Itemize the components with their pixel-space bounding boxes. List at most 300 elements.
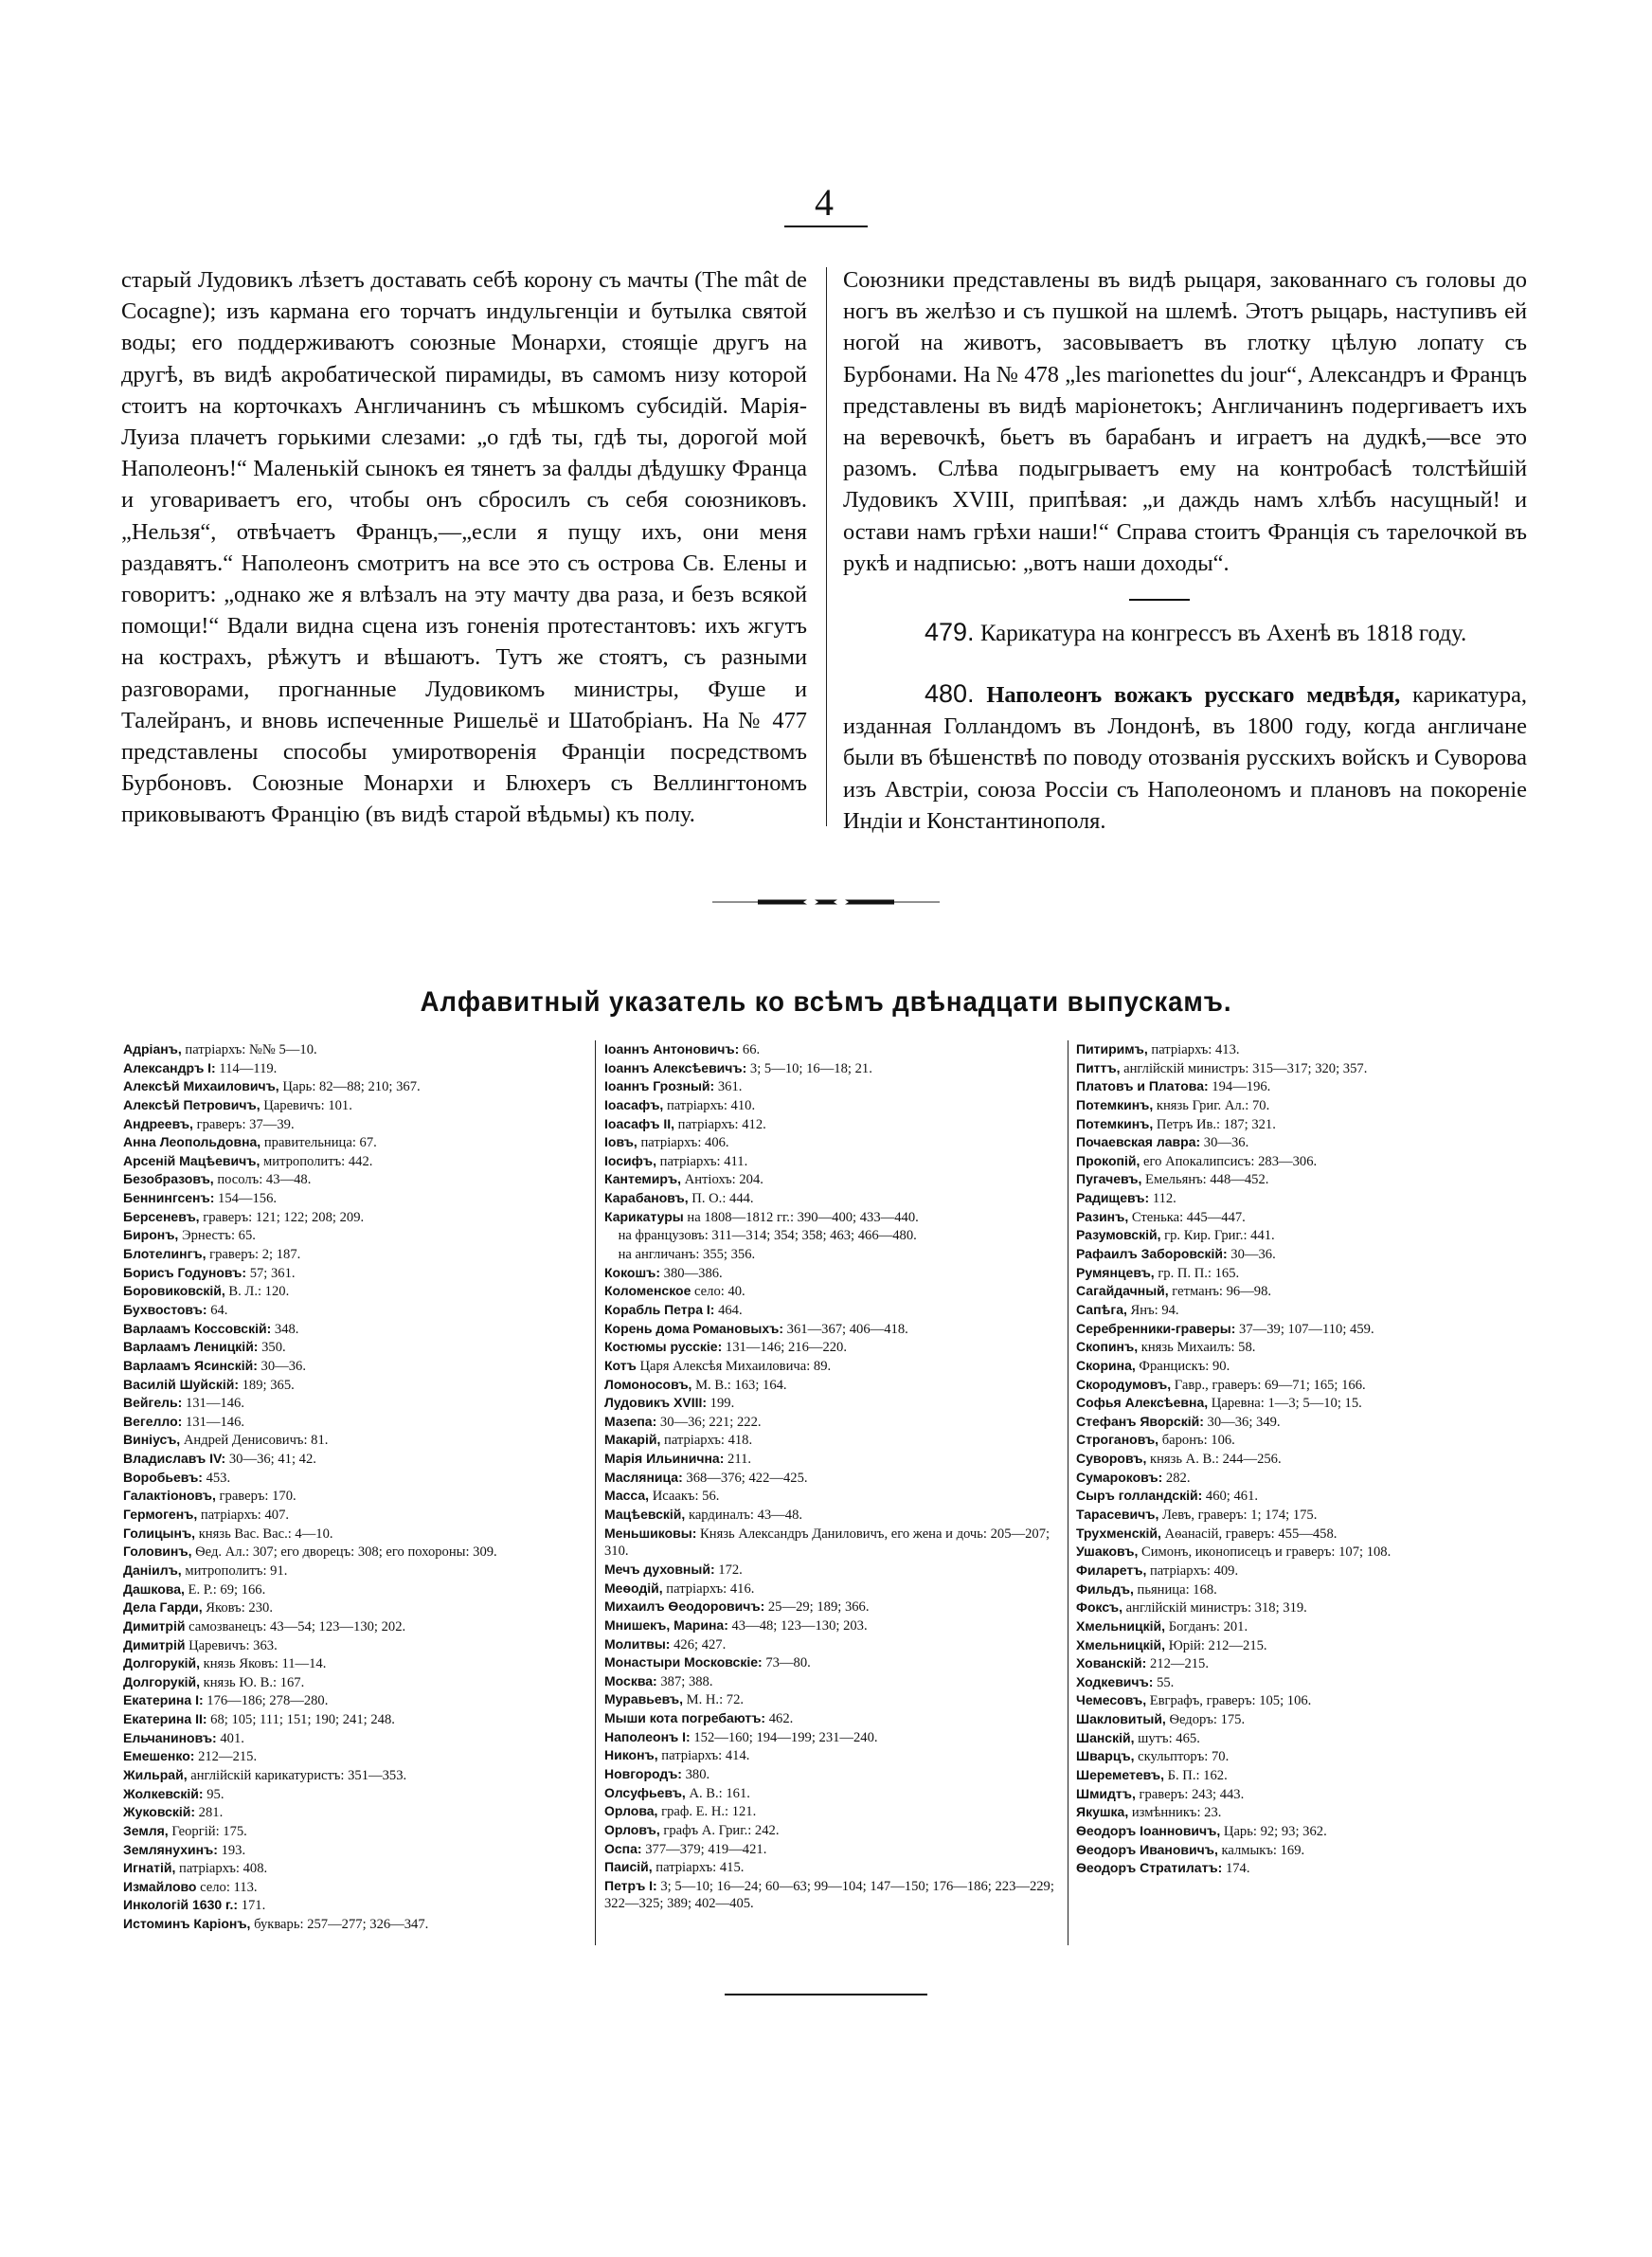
index-entry-headword: Суворовъ, xyxy=(1076,1451,1147,1467)
index-entry-refs: Царевичъ: 363. xyxy=(185,1637,278,1653)
index-entry xyxy=(604,1506,1057,1525)
index-entry xyxy=(123,1040,578,1059)
index-entry-refs: патріархъ: 412. xyxy=(674,1116,766,1132)
index-entry-headword: Ломоносовъ, xyxy=(604,1376,692,1392)
index-entry-refs: Ѳед. Ал.: 307; его дворецъ: 308; его похороны: 309. xyxy=(191,1544,497,1561)
index-entry-refs: Царя Алексѣя Михаиловича: 89. xyxy=(636,1358,832,1374)
index-entry xyxy=(123,1059,578,1078)
index-entry-headword: Галактіоновъ, xyxy=(123,1488,216,1504)
index-entry-refs: 95. xyxy=(203,1786,224,1802)
index-entry xyxy=(123,1562,578,1580)
index-entry-refs: князь Григ. Ал.: 70. xyxy=(1153,1097,1270,1113)
index-entry-headword: Сыръ голландскій: xyxy=(1076,1488,1203,1504)
index-entry xyxy=(1076,1766,1531,1785)
index-entry-headword: Корень дома Романовыхъ: xyxy=(604,1320,784,1336)
index-entry-headword: Пугачевъ, xyxy=(1076,1171,1142,1187)
index-entry xyxy=(1076,1525,1531,1544)
index-entry-headword: Молитвы: xyxy=(604,1635,671,1652)
index-entry-headword: Боровиковскій, xyxy=(123,1283,225,1299)
index-entry-refs: букварь: 257—277; 326—347. xyxy=(250,1917,429,1933)
index-entry xyxy=(123,1654,578,1673)
index-entry-headword: Инкологій 1630 г.: xyxy=(123,1897,239,1913)
index-entry xyxy=(123,1282,578,1301)
index-entry xyxy=(123,1859,578,1878)
index-entry xyxy=(1076,1729,1531,1748)
index-entry xyxy=(604,1469,1057,1488)
index-entry-refs: Стенька: 445—447. xyxy=(1128,1209,1246,1225)
index-entry-refs: 154—156. xyxy=(214,1191,278,1207)
index-entry xyxy=(1076,1841,1531,1860)
index-entry xyxy=(1076,1357,1531,1376)
index-entry xyxy=(1076,1077,1531,1096)
index-entry-headword: Паисій, xyxy=(604,1859,653,1875)
index-entry xyxy=(604,1653,1057,1672)
item-479-number: 479. xyxy=(925,618,975,646)
index-entry-refs: на французовъ: 311—314; 354; 358; 463; 466—480. xyxy=(604,1228,917,1244)
index-entry-headword: Екатерина I: xyxy=(123,1692,204,1708)
index-heading: Алфавитный указатель ко всѣмъ двѣнадцати выпускамъ. xyxy=(420,986,1232,1018)
index-entry-headword: Новгородъ: xyxy=(604,1765,682,1781)
index-entry-refs: митрополитъ: 91. xyxy=(181,1562,288,1579)
index-entry-headword: Ельчаниновъ: xyxy=(123,1729,217,1745)
index-entry-refs: 212—215. xyxy=(194,1749,258,1765)
index-entry-headword: Мечъ духовный: xyxy=(604,1561,715,1577)
index-column-1 xyxy=(123,1040,578,1934)
index-entry-headword: Орлова, xyxy=(604,1803,658,1819)
index-entry xyxy=(604,1431,1057,1450)
index-entry-refs: патріархъ: 406. xyxy=(637,1135,729,1151)
index-entry-headword: Хованскій: xyxy=(1076,1655,1147,1671)
index-entry xyxy=(604,1487,1057,1506)
index-entry-refs: патріархъ: 416. xyxy=(662,1580,755,1597)
index-entry-refs: гр. Кир. Григ.: 441. xyxy=(1160,1228,1275,1244)
index-entry-headword: Берсеневъ, xyxy=(123,1208,200,1224)
index-entry xyxy=(604,1208,1057,1227)
index-entry-headword: Ѳеодоръ Іоанновичъ, xyxy=(1076,1822,1221,1838)
index-entry-refs: Богданъ: 201. xyxy=(1165,1618,1248,1634)
index-entry-refs: 426; 427. xyxy=(670,1636,727,1652)
index-entry-refs: 3; 5—10; 16—24; 60—63; 99—104; 147—150; 176—186; 223—229; 322—325; 389; 402—405. xyxy=(604,1878,1058,1912)
index-entry-refs: граверъ: 243; 443. xyxy=(1135,1786,1245,1802)
index-entry xyxy=(123,1077,578,1096)
index-entry-headword: Филаретъ, xyxy=(1076,1562,1147,1578)
index-entry xyxy=(123,1803,578,1822)
index-entry-headword: Потемкинъ, xyxy=(1076,1096,1154,1112)
index-entry-refs: 64. xyxy=(206,1302,228,1318)
index-entry-headword: Шакловитый, xyxy=(1076,1711,1166,1727)
index-entry xyxy=(1076,1413,1531,1432)
index-entry xyxy=(604,1040,1057,1059)
index-entry-headword: Шварцъ, xyxy=(1076,1748,1135,1764)
index-entry-refs: Царь: 82—88; 210; 367. xyxy=(278,1079,421,1095)
index-entry-refs: патріархъ: 411. xyxy=(656,1153,748,1169)
index-entry-refs: 453. xyxy=(202,1470,231,1486)
index-entry xyxy=(123,1413,578,1432)
index-entry xyxy=(604,1357,1057,1376)
index-entry-headword: Даніилъ, xyxy=(123,1562,182,1578)
index-entry-refs: 462. xyxy=(765,1711,794,1727)
index-entry-headword: Корабль Петра I: xyxy=(604,1301,715,1317)
index-entry xyxy=(1076,1152,1531,1171)
index-entry xyxy=(123,1189,578,1208)
index-entry xyxy=(1076,1040,1531,1059)
index-entry-headword: Голицынъ, xyxy=(123,1525,196,1541)
index-entry-refs: князь А. В.: 244—256. xyxy=(1146,1452,1282,1468)
index-entry xyxy=(123,1878,578,1897)
index-entry-headword: Меньшиковы: xyxy=(604,1525,697,1541)
index-entry xyxy=(123,1301,578,1320)
index-entry-headword: Сумароковъ: xyxy=(1076,1469,1163,1485)
index-entry-headword: Оспа: xyxy=(604,1840,642,1856)
index-entry xyxy=(123,1525,578,1544)
section-rule xyxy=(1129,599,1190,601)
index-entry xyxy=(123,1543,578,1562)
index-entry xyxy=(1076,1487,1531,1506)
index-entry-headword: Бухвостовъ: xyxy=(123,1301,207,1317)
index-column-2 xyxy=(604,1040,1057,1913)
index-entry-headword: Стефанъ Яворскій: xyxy=(1076,1413,1204,1429)
index-entry-refs: 189; 365. xyxy=(238,1377,295,1393)
index-entry-headword: Костюмы русскіе: xyxy=(604,1339,723,1355)
index-entry xyxy=(604,1450,1057,1469)
index-entry-refs: гетманъ: 96—98. xyxy=(1168,1284,1272,1300)
index-entry xyxy=(123,1822,578,1841)
index-entry-refs: графъ А. Григ.: 242. xyxy=(659,1822,780,1838)
index-entry-headword: Петръ I: xyxy=(604,1877,657,1893)
index-entry xyxy=(1076,1691,1531,1710)
index-entry xyxy=(1076,1133,1531,1152)
index-entry-headword: Арсеній Мацѣевичъ, xyxy=(123,1152,260,1168)
index-entry-headword: Мазепа: xyxy=(604,1413,657,1429)
index-entry xyxy=(1076,1654,1531,1673)
index-entry-refs: измѣнникъ: 23. xyxy=(1128,1805,1222,1821)
index-entry-headword: Котъ xyxy=(604,1357,637,1373)
index-entry-refs: Гавр., граверъ: 69—71; 165; 166. xyxy=(1171,1377,1366,1393)
index-entry xyxy=(123,1431,578,1450)
index-entry-refs: посолъ: 43—48. xyxy=(213,1172,312,1188)
index-entry xyxy=(1076,1245,1531,1264)
index-entry-headword: Фильдъ, xyxy=(1076,1580,1134,1597)
index-entry-headword: Михаилъ Ѳеодоровичъ: xyxy=(604,1598,765,1615)
index-entry xyxy=(604,1746,1057,1765)
index-entry-refs: Эрнестъ: 65. xyxy=(178,1228,256,1244)
index-entry xyxy=(1076,1803,1531,1822)
index-entry-refs: 30—36; 221; 222. xyxy=(656,1414,762,1430)
index-entry-headword: Муравьевъ, xyxy=(604,1691,683,1707)
index-entry-headword: Лудовикъ XVIII: xyxy=(604,1395,708,1411)
index-entry-refs: село: 40. xyxy=(691,1284,745,1300)
index-entry-refs: 30—36. xyxy=(1227,1247,1276,1263)
index-entry xyxy=(1076,1208,1531,1227)
index-entry-headword: Жильрай, xyxy=(123,1766,188,1782)
index-entry-refs: граверъ: 170. xyxy=(215,1489,296,1505)
index-entry-refs: 73—80. xyxy=(762,1655,811,1671)
index-entry xyxy=(123,1320,578,1339)
index-entry-headword: Варлаамъ Ясинскій: xyxy=(123,1357,258,1373)
index-entry xyxy=(1076,1450,1531,1469)
index-entry-refs: Емельянъ: 448—452. xyxy=(1141,1172,1269,1188)
index-entry-headword: Хмельницкій, xyxy=(1076,1617,1166,1634)
index-entry xyxy=(1076,1394,1531,1413)
index-entry xyxy=(1076,1710,1531,1729)
index-entry-headword: Димитрій xyxy=(123,1617,186,1634)
index-entry-headword: Алексѣй Михаиловичъ, xyxy=(123,1078,279,1094)
index-entry xyxy=(604,1115,1057,1134)
index-entry-refs: М. Н.: 72. xyxy=(682,1692,745,1708)
index-entry-headword: Тарасевичъ, xyxy=(1076,1507,1159,1523)
index-entry xyxy=(1076,1338,1531,1357)
index-entry-headword: Коломенское xyxy=(604,1283,691,1299)
index-entry-refs: 282. xyxy=(1162,1470,1191,1486)
index-entry xyxy=(1076,1264,1531,1283)
index-entry-headword: Измайлово xyxy=(123,1878,197,1894)
index-entry xyxy=(123,1710,578,1729)
index-entry-refs: 37—39; 107—110; 459. xyxy=(1235,1321,1374,1337)
index-entry-refs: митрополитъ: 442. xyxy=(260,1153,373,1169)
index-entry xyxy=(1076,1562,1531,1580)
index-entry xyxy=(123,1264,578,1283)
index-entry-refs: 171. xyxy=(238,1898,266,1914)
index-entry-headword: Іоаннъ Алексѣевичъ: xyxy=(604,1059,747,1075)
index-entry-headword: Борисъ Годуновъ: xyxy=(123,1264,247,1280)
index-entry xyxy=(1076,1580,1531,1599)
index-entry-headword: Шмидтъ, xyxy=(1076,1785,1136,1801)
index-entry-refs: баронъ: 106. xyxy=(1158,1433,1235,1449)
index-entry-headword: Разинъ, xyxy=(1076,1208,1129,1224)
index-entry xyxy=(604,1709,1057,1728)
index-entry xyxy=(123,1785,578,1804)
index-entry-refs: Царевичъ: 101. xyxy=(260,1097,352,1113)
index-entry xyxy=(604,1690,1057,1709)
index-entry xyxy=(1076,1598,1531,1617)
index-entry xyxy=(1076,1282,1531,1301)
index-entry-refs: 30—36. xyxy=(257,1358,306,1374)
index-entry xyxy=(1076,1617,1531,1636)
index-entry-refs: англійскій министръ: 315—317; 320; 357. xyxy=(1120,1060,1368,1076)
index-entry-refs: князь Яковъ: 11—14. xyxy=(200,1656,327,1672)
index-entry-refs: граф. Е. Н.: 121. xyxy=(657,1804,757,1820)
index-entry xyxy=(604,1728,1057,1747)
index-entry-refs: Антіохъ: 204. xyxy=(681,1172,763,1188)
index-entry-headword: Макарій, xyxy=(604,1432,661,1448)
index-entry xyxy=(604,1320,1057,1339)
index-entry-refs: шутъ: 465. xyxy=(1134,1730,1200,1746)
index-entry xyxy=(604,1413,1057,1432)
index-entry-refs: 172. xyxy=(714,1562,743,1578)
index-entry-refs: 212—215. xyxy=(1146,1656,1209,1672)
item-480-number: 480. xyxy=(925,679,975,708)
index-entry-refs: Ѳедоръ: 175. xyxy=(1165,1712,1246,1728)
index-entry-headword: Мыши кота погребаютъ: xyxy=(604,1710,766,1726)
index-entry-refs: Яковъ: 230. xyxy=(202,1600,273,1616)
index-entry-headword: Скопинъ, xyxy=(1076,1339,1139,1355)
index-entry-headword: Шанскій, xyxy=(1076,1729,1135,1745)
index-entry xyxy=(123,1896,578,1915)
index-entry-refs: 174. xyxy=(1222,1861,1250,1877)
index-column-3 xyxy=(1076,1040,1531,1878)
index-entry-headword: Софья Алексѣевна, xyxy=(1076,1395,1209,1411)
index-entry-refs: 460; 461. xyxy=(1202,1489,1259,1505)
index-entry xyxy=(123,1245,578,1264)
index-entry-refs: Францискъ: 90. xyxy=(1135,1358,1230,1374)
index-entry-headword: Скорина, xyxy=(1076,1357,1136,1373)
index-entry xyxy=(604,1282,1057,1301)
index-entry-refs: кардиналъ: 43—48. xyxy=(685,1508,803,1524)
index-entry-refs: 112. xyxy=(1149,1191,1176,1207)
index-entry-headword: Головинъ, xyxy=(123,1544,192,1560)
index-entry-headword: Ушаковъ, xyxy=(1076,1544,1139,1560)
index-entry-headword: Якушка, xyxy=(1076,1804,1129,1820)
index-entry-headword: Масляница: xyxy=(604,1469,683,1485)
index-entry-refs: Евграфъ, граверъ: 105; 106. xyxy=(1146,1693,1312,1709)
index-entry xyxy=(123,1598,578,1617)
index-entry-refs: 464. xyxy=(714,1302,743,1318)
index-entry-headword: Рафаилъ Заборовскій: xyxy=(1076,1246,1228,1262)
index-entry-refs: 211. xyxy=(724,1452,752,1468)
index-entry xyxy=(123,1841,578,1860)
index-entry-headword: Варлаамъ Леницкій: xyxy=(123,1339,259,1355)
index-entry-headword: Іоаннъ Антоновичъ: xyxy=(604,1041,740,1056)
index-entry-refs: 152—160; 194—199; 231—240. xyxy=(690,1729,878,1745)
index-entry-headword: Іоасафъ, xyxy=(604,1096,664,1112)
index-entry xyxy=(123,1226,578,1245)
index-entry xyxy=(123,1487,578,1506)
index-entry-headword: Іоасафъ II, xyxy=(604,1115,674,1131)
index-entry-headword: Іосифъ, xyxy=(604,1152,656,1168)
index-entry xyxy=(1076,1431,1531,1450)
index-entry-headword: Карикатуры xyxy=(604,1208,684,1224)
index-entry-refs: патріархъ: 410. xyxy=(663,1097,756,1113)
index-entry-refs: 57; 361. xyxy=(246,1265,296,1281)
index-entry-headword: Питиримъ, xyxy=(1076,1041,1148,1056)
index-entry-refs: князь Михаилъ: 58. xyxy=(1138,1340,1256,1356)
index-entry xyxy=(123,1636,578,1655)
index-entry xyxy=(604,1394,1057,1413)
index-entry xyxy=(604,1059,1057,1078)
index-entry-headword: Безобразовъ, xyxy=(123,1171,214,1187)
index-entry xyxy=(1076,1859,1531,1878)
index-entry-refs: 281. xyxy=(195,1805,224,1821)
index-entry xyxy=(123,1673,578,1692)
index-entry xyxy=(604,1338,1057,1357)
index-entry xyxy=(1076,1376,1531,1395)
index-entry xyxy=(604,1245,1057,1264)
item-480-title: Наполеонъ вожакъ русскаго медвѣдя, xyxy=(986,682,1401,708)
index-entry xyxy=(604,1189,1057,1208)
index-entry xyxy=(604,1765,1057,1784)
index-entry-refs: Исаакъ: 56. xyxy=(649,1489,720,1505)
index-entry xyxy=(123,1747,578,1766)
index-entry-refs: на англичанъ: 355; 356. xyxy=(604,1247,756,1263)
index-entry-refs: граверъ: 121; 122; 208; 209. xyxy=(199,1209,365,1225)
index-entry-headword: Андреевъ, xyxy=(123,1115,193,1131)
index-entry-refs: 114—119. xyxy=(215,1060,278,1076)
index-entry-refs: 377—379; 419—421. xyxy=(641,1841,767,1857)
index-entry-refs: патріархъ: 415. xyxy=(652,1860,745,1876)
page-number: 4 xyxy=(815,181,834,224)
index-entry-headword: Беннингсенъ: xyxy=(123,1190,215,1206)
index-entry xyxy=(1076,1189,1531,1208)
index-entry xyxy=(1076,1506,1531,1525)
index-entry-headword: Адріанъ, xyxy=(123,1041,182,1056)
index-entry-refs: англійскій карикатуристъ: 351—353. xyxy=(187,1767,407,1783)
index-entry xyxy=(123,1152,578,1171)
index-entry-refs: Георгій: 175. xyxy=(168,1823,247,1839)
index-entry xyxy=(604,1226,1057,1245)
index-entry-headword: Анна Леопольдовна, xyxy=(123,1134,261,1150)
index-entry xyxy=(123,1394,578,1413)
index-entry-refs: 199. xyxy=(707,1396,735,1412)
index-entry-refs: на 1808—1812 гг.: 390—400; 433—440. xyxy=(683,1209,919,1225)
index-entry-refs: село: 113. xyxy=(196,1879,258,1895)
index-entry-headword: Алексѣй Петровичъ, xyxy=(123,1096,260,1112)
index-entry-headword: Сапѣга, xyxy=(1076,1301,1127,1317)
index-entry xyxy=(604,1784,1057,1803)
index-entry xyxy=(604,1376,1057,1395)
index-entry-refs: англійскій министръ: 318; 319. xyxy=(1122,1600,1307,1616)
index-entry-headword: Шереметевъ, xyxy=(1076,1766,1164,1782)
index-entry xyxy=(1076,1170,1531,1189)
index-entry-headword: Мнишекъ, Марина: xyxy=(604,1616,728,1633)
column-divider xyxy=(826,267,827,826)
index-entry xyxy=(1076,1673,1531,1692)
index-entry-refs: патріархъ: 418. xyxy=(660,1433,753,1449)
index-entry xyxy=(604,1301,1057,1320)
index-entry xyxy=(604,1840,1057,1859)
index-entry-refs: скульпторъ: 70. xyxy=(1134,1749,1230,1765)
index-entry-headword: Ѳеодоръ Ивановичъ, xyxy=(1076,1841,1218,1857)
index-entry-headword: Разумовскій, xyxy=(1076,1227,1161,1243)
index-entry-headword: Іовъ, xyxy=(604,1134,637,1150)
index-entry-refs: патріархъ: 407. xyxy=(197,1508,290,1524)
index-entry-refs: 131—146. xyxy=(182,1414,245,1430)
index-entry-refs: 401. xyxy=(216,1730,244,1746)
index-entry xyxy=(123,1729,578,1748)
index-entry-refs: Янъ: 94. xyxy=(1126,1302,1179,1318)
index-entry-refs: 30—36. xyxy=(1200,1135,1249,1151)
index-entry xyxy=(1076,1469,1531,1488)
index-entry xyxy=(123,1357,578,1376)
index-entry-refs: пьяница: 168. xyxy=(1133,1581,1217,1598)
index-entry xyxy=(123,1506,578,1525)
index-entry-refs: Аѳанасій, граверъ: 455—458. xyxy=(1160,1526,1338,1542)
index-entry-refs: 131—146. xyxy=(182,1396,244,1412)
index-entry-refs: Е. Р.: 69; 166. xyxy=(184,1581,266,1598)
index-entry-refs: патріархъ: 413. xyxy=(1147,1042,1240,1057)
index-entry-refs: патріархъ: №№ 5—10. xyxy=(181,1042,317,1057)
index-entry-refs: князь Вас. Вас.: 4—10. xyxy=(195,1526,333,1542)
index-entry xyxy=(1076,1301,1531,1320)
index-entry xyxy=(123,1208,578,1227)
index-entry xyxy=(123,1133,578,1152)
index-entry-headword: Москва: xyxy=(604,1672,657,1688)
index-entry xyxy=(604,1821,1057,1840)
index-entry-headword: Долгорукій, xyxy=(123,1673,200,1689)
index-entry-headword: Землянухинъ: xyxy=(123,1841,218,1857)
index-entry xyxy=(604,1170,1057,1189)
index-entry-refs: В. Л.: 120. xyxy=(224,1284,290,1300)
index-entry-refs: 368—376; 422—425. xyxy=(682,1470,808,1486)
index-entry xyxy=(123,1580,578,1599)
index-entry-headword: Воробьевъ: xyxy=(123,1469,203,1485)
index-entry-refs: Князь Александръ Даниловичъ, его жена и дочь: 205—207; 310. xyxy=(604,1526,1053,1560)
index-entry-refs: 361—367; 406—418. xyxy=(783,1321,908,1337)
index-entry-refs: князь Ю. В.: 167. xyxy=(200,1674,305,1690)
index-entry-headword: Екатерина II: xyxy=(123,1711,207,1727)
index-entry-headword: Сагайдачный, xyxy=(1076,1283,1169,1299)
index-entry xyxy=(123,1450,578,1469)
index-entry xyxy=(604,1525,1057,1561)
